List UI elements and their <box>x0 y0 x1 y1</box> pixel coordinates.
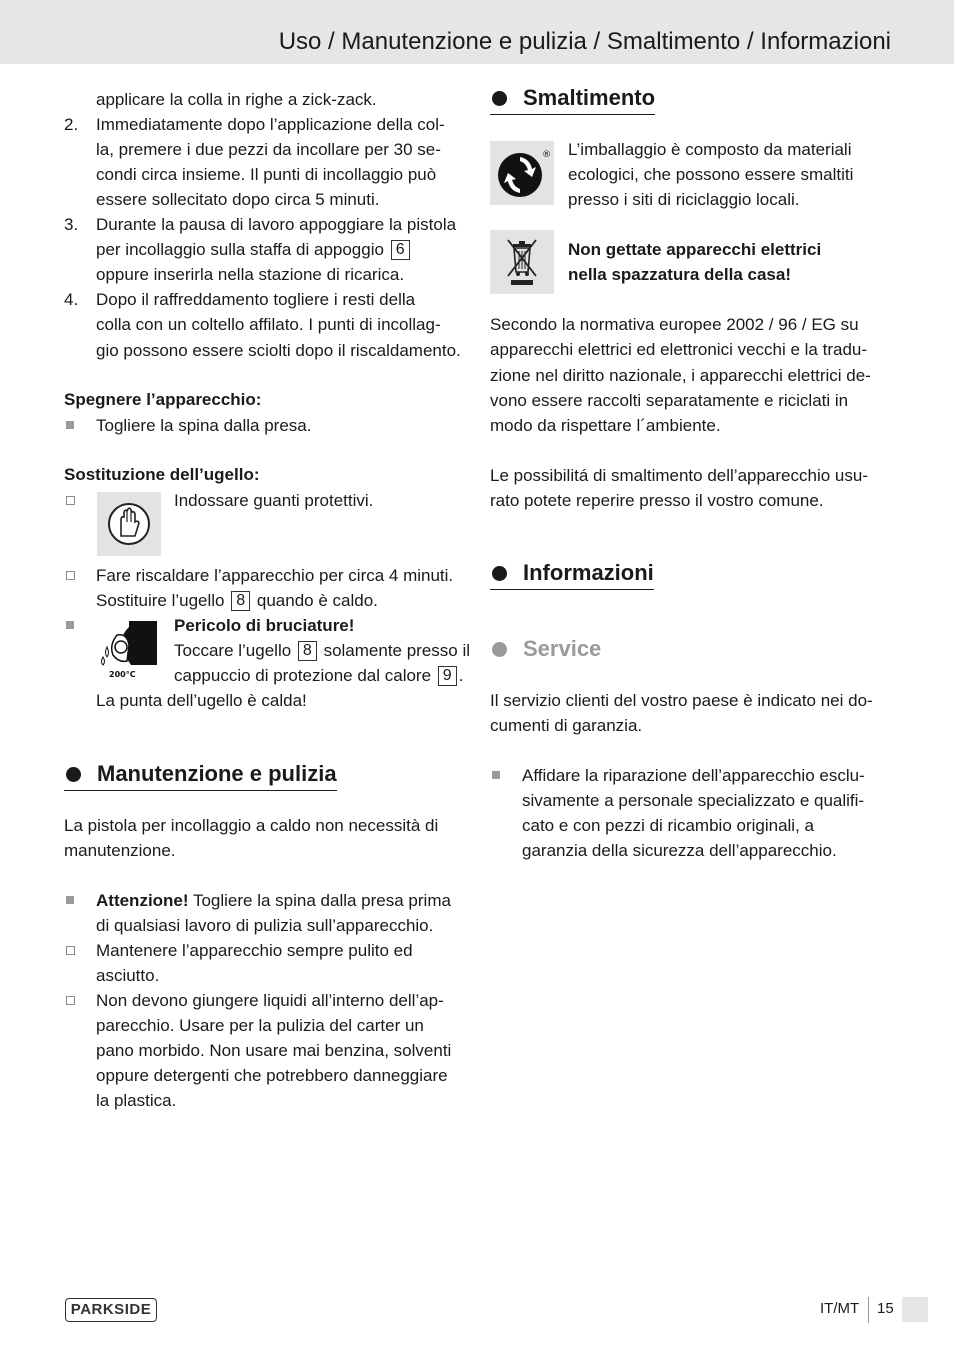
list-item-text: Togliere la spina dalla presa. <box>96 416 312 435</box>
list-item-text: sivamente a personale specializzato e qualifi- <box>522 791 865 810</box>
directive-text: apparecchi elettrici ed elettronici vecchi e la tradu- <box>490 340 868 359</box>
bullet-open-square-icon <box>66 496 75 505</box>
gloves-text: Indossare guanti protettivi. <box>174 491 374 510</box>
burn-warning-title: Pericolo di bruciature! <box>174 616 355 635</box>
list-item-text: parecchio. Usare per la pulizia del carter un <box>96 1016 424 1035</box>
bullet-dot-icon <box>492 566 507 581</box>
footer-tab <box>902 1297 928 1322</box>
bullet-dot-icon <box>492 91 507 106</box>
temperature-label: 200°C <box>109 670 136 679</box>
list-item-text: di qualsiasi lavoro di pulizia sull’apparecchio. <box>96 916 434 935</box>
warning-text: Togliere la spina dalla presa prima <box>188 891 451 910</box>
step-line: essere sollecitato dopo circa 5 minuti. <box>96 190 380 209</box>
recycling-green-dot-icon <box>490 141 554 205</box>
list-item-text: cato e con pezzi di ricambio originali, a <box>522 816 814 835</box>
page-number: 15 <box>877 1300 894 1317</box>
step-line-text: per incollaggio sulla staffa di appoggio <box>96 240 384 259</box>
bullet-dot-icon <box>492 642 507 657</box>
directive-text: zione nel diritto nazionale, i apparecchi elettrici de- <box>490 366 871 385</box>
maintenance-intro: La pistola per incollaggio a caldo non necessità di <box>64 816 439 835</box>
maintenance-heading <box>64 760 337 791</box>
burn-text: solamente presso il <box>323 641 471 660</box>
language-code: IT/MT <box>820 1300 860 1317</box>
packaging-text: ecologici, che possono essere smaltiti <box>568 165 854 184</box>
part-ref-8: 8 <box>231 591 250 611</box>
step-1-continuation: applicare la colla in righe a zick-zack. <box>96 90 377 109</box>
disposal-heading-text: Smaltimento <box>523 85 656 110</box>
service-text: cumenti di garanzia. <box>490 716 643 735</box>
list-item-text: Affidare la riparazione dell’apparecchio esclu- <box>522 766 865 785</box>
step-line <box>96 237 412 262</box>
step-number: 4. <box>64 290 79 309</box>
weee-warning: Non gettate apparecchi elettrici <box>568 240 822 259</box>
hot-surface-icon <box>97 617 161 681</box>
disposal-options-text: rato potete reperire presso il vostro comune. <box>490 491 824 510</box>
list-item-text: oppure detergenti che potrebbero danneggiare <box>96 1066 448 1085</box>
packaging-text: L’imballaggio è composto da materiali <box>568 140 852 159</box>
step-line: Immediatamente dopo l’applicazione della col- <box>96 115 445 134</box>
directive-text: vono essere raccolti separatamente e riciclati in <box>490 391 849 410</box>
list-item-text: la plastica. <box>96 1091 177 1110</box>
directive-text: Secondo la normativa europee 2002 / 96 / EG su <box>490 315 859 334</box>
burn-warning-line <box>174 638 470 663</box>
bullet-open-square-icon <box>66 996 75 1005</box>
list-item-text: garanzia della sicurezza dell’apparecchio. <box>522 841 837 860</box>
burn-text: . <box>458 666 464 685</box>
step-line: condi circa insieme. Il punti di incollaggio può <box>96 165 437 184</box>
warning-label: Attenzione! <box>96 891 189 910</box>
maintenance-heading-text: Manutenzione e pulizia <box>97 761 337 786</box>
gloves-icon <box>97 492 161 556</box>
list-item-text-part: quando è caldo. <box>256 591 378 610</box>
maintenance-intro: manutenzione. <box>64 841 176 860</box>
service-heading <box>490 635 601 663</box>
step-line: gio possono essere sciolti dopo il riscaldamento. <box>96 341 461 360</box>
list-item-text: Non devono giungere liquidi all’interno dell’ap- <box>96 991 444 1010</box>
registered-mark: ® <box>542 150 551 160</box>
step-line: la, premere i due pezzi da incollare per 30 se- <box>96 140 441 159</box>
burn-text: cappuccio di protezione dal calore <box>174 666 432 685</box>
bullet-square-icon <box>66 421 74 429</box>
weee-warning: nella spazzatura della casa! <box>568 265 791 284</box>
step-line: Durante la pausa di lavoro appoggiare la pistola <box>96 215 457 234</box>
list-item-text <box>96 588 378 613</box>
packaging-text: presso i siti di riciclaggio locali. <box>568 190 800 209</box>
bullet-open-square-icon <box>66 571 75 580</box>
step-line: Dopo il raffreddamento togliere i resti della <box>96 290 416 309</box>
brand-logo: PARKSIDE <box>65 1298 157 1322</box>
disposal-heading <box>490 84 655 115</box>
part-ref-9: 9 <box>438 666 457 686</box>
bullet-square-icon <box>66 621 74 629</box>
burn-text: Toccare l’ugello <box>174 641 292 660</box>
footer-divider <box>868 1297 869 1323</box>
burn-warning-line <box>174 663 463 688</box>
list-item-text-part: Sostituire l’ugello <box>96 591 225 610</box>
nozzle-heading: Sostituzione dell’ugello: <box>64 465 260 484</box>
bullet-square-icon <box>66 896 74 904</box>
service-text: Il servizio clienti del vostro paese è indicato nei do- <box>490 691 873 710</box>
list-item-text: asciutto. <box>96 966 160 985</box>
bullet-square-icon <box>492 771 500 779</box>
crossed-bin-icon <box>490 230 554 294</box>
list-item-text: Fare riscaldare l’apparecchio per circa 4 minuti. <box>96 566 454 585</box>
info-heading <box>490 559 654 590</box>
page-title: Uso / Manutenzione e pulizia / Smaltimento / Informazioni <box>278 28 891 55</box>
info-heading-text: Informazioni <box>523 560 654 585</box>
list-item-text: Mantenere l’apparecchio sempre pulito ed <box>96 941 413 960</box>
step-number: 2. <box>64 115 79 134</box>
step-number: 3. <box>64 215 79 234</box>
list-item-text <box>96 888 451 913</box>
step-line: colla con un coltello affilato. I punti di incollag- <box>96 315 441 334</box>
bullet-dot-icon <box>66 767 81 782</box>
part-ref-8: 8 <box>298 641 317 661</box>
service-heading-text: Service <box>523 636 602 661</box>
list-item-text: pano morbido. Non usare mai benzina, solventi <box>96 1041 452 1060</box>
switch-off-heading: Spegnere l’apparecchio: <box>64 390 262 409</box>
disposal-options-text: Le possibilitá di smaltimento dell’apparecchio usu- <box>490 466 868 485</box>
directive-text: modo da rispettare l´ambiente. <box>490 416 721 435</box>
burn-warning-line: La punta dell’ugello è calda! <box>96 691 307 710</box>
bullet-open-square-icon <box>66 946 75 955</box>
step-line: oppure inserirla nella stazione di ricarica. <box>96 265 405 284</box>
part-ref-6: 6 <box>391 240 410 260</box>
